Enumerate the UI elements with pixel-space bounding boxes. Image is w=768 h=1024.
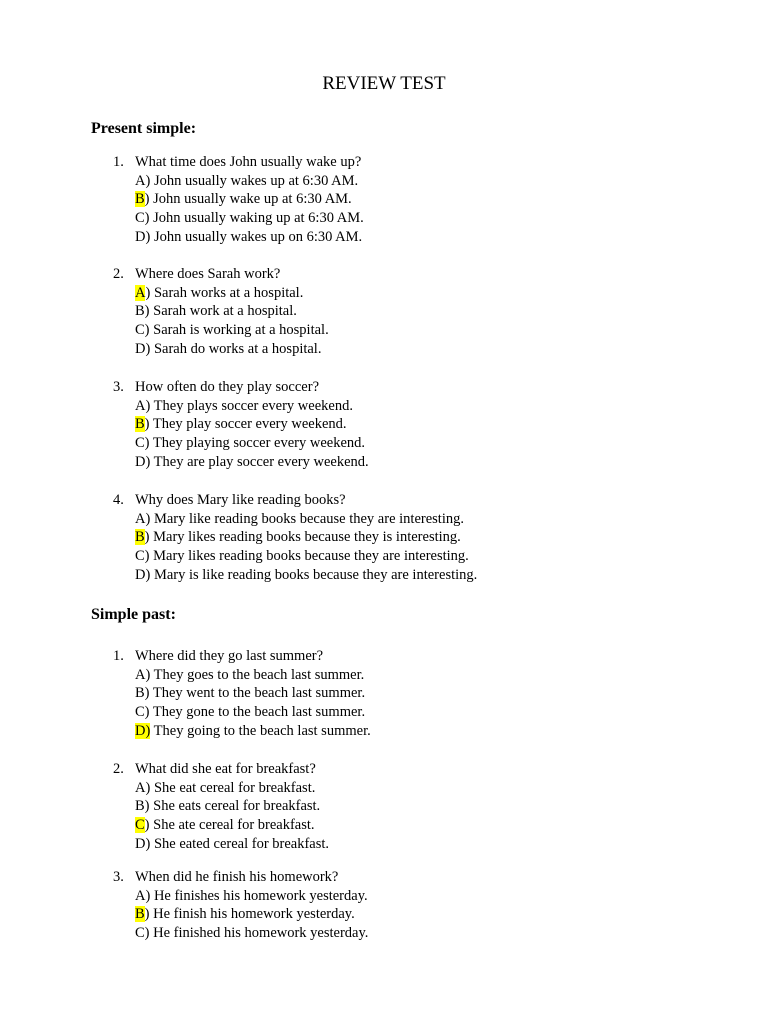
question-present-2: [113, 265, 733, 359]
answer-option-b: [113, 797, 733, 816]
option-text: ) He finish his homework yesterday.: [144, 906, 355, 923]
question-number: 3.: [113, 869, 124, 885]
answer-option-c: [113, 321, 733, 340]
section-heading-present-simple: Present simple:: [91, 120, 197, 137]
option-text: ) She ate cereal for breakfast.: [144, 817, 315, 834]
question-past-2: [113, 760, 733, 854]
option-letter: A: [135, 510, 146, 527]
option-letter-highlighted: B: [135, 529, 145, 546]
question-number: 1.: [113, 648, 124, 664]
option-text: ) Sarah is working at a hospital.: [144, 322, 329, 339]
option-letter: A: [135, 172, 146, 189]
option-letter: C: [135, 435, 145, 452]
question-number: 2.: [113, 266, 124, 282]
question-present-4: [113, 491, 733, 585]
option-letter: B: [135, 303, 145, 320]
option-letter-highlighted: B: [135, 191, 145, 208]
option-letter: D: [135, 453, 146, 470]
question-number: 2.: [113, 761, 124, 777]
option-letter-highlighted: C: [135, 817, 145, 834]
answer-option-c: [113, 547, 733, 566]
option-text: ) They playing soccer every weekend.: [144, 435, 366, 452]
option-letter: B: [135, 685, 145, 702]
answer-option-b: [113, 415, 733, 434]
answer-option-a: [113, 666, 733, 685]
answer-option-b: [113, 528, 733, 547]
question-text: Why does Mary like reading books?: [135, 492, 346, 508]
option-text: ) Sarah work at a hospital.: [144, 303, 297, 320]
option-text: ) Sarah do works at a hospital.: [145, 340, 322, 357]
option-text: ) They are play soccer every weekend.: [145, 453, 369, 470]
answer-option-a: [113, 284, 733, 303]
question-number: 4.: [113, 492, 124, 508]
option-text: ) John usually wakes up at 6:30 AM.: [145, 172, 359, 189]
option-letter: D: [135, 340, 146, 357]
option-letter: C: [135, 210, 145, 227]
option-text: ) They gone to the beach last summer.: [144, 704, 366, 721]
option-text: ) She eat cereal for breakfast.: [145, 779, 316, 796]
option-text: ) Mary is like reading books because they are interesting.: [145, 566, 478, 583]
answer-option-a: [113, 397, 733, 416]
question-text: What did she eat for breakfast?: [135, 761, 316, 777]
option-text: ) They went to the beach last summer.: [144, 685, 366, 702]
option-letter-highlighted: D): [135, 722, 151, 739]
question-text: What time does John usually wake up?: [135, 154, 362, 170]
option-letter: B: [135, 798, 145, 815]
option-text: ) They goes to the beach last summer.: [145, 666, 365, 683]
question-text: When did he finish his homework?: [135, 869, 339, 885]
question-number: 3.: [113, 379, 124, 395]
question-text: Where did they go last summer?: [135, 648, 324, 664]
answer-option-c: [113, 924, 733, 943]
option-letter: C: [135, 548, 145, 565]
option-letter-highlighted: B: [135, 416, 145, 433]
option-letter: C: [135, 704, 145, 721]
option-letter: C: [135, 925, 145, 942]
option-text: ) She eated cereal for breakfast.: [145, 835, 330, 852]
question-past-1: [113, 647, 733, 741]
answer-option-d: [113, 722, 733, 741]
option-text: ) He finished his homework yesterday.: [144, 925, 369, 942]
answer-option-a: [113, 887, 733, 906]
answer-option-a: [113, 172, 733, 191]
option-letter: A: [135, 397, 146, 414]
answer-option-d: [113, 228, 733, 247]
answer-option-d: [113, 566, 733, 585]
option-text: ) Mary likes reading books because they is interesting.: [144, 529, 461, 546]
question-number: 1.: [113, 154, 124, 170]
option-letter: D: [135, 835, 146, 852]
option-text: ) Sarah works at a hospital.: [145, 284, 304, 301]
answer-option-c: [113, 816, 733, 835]
answer-option-c: [113, 703, 733, 722]
answer-option-c: [113, 209, 733, 228]
question-text: How often do they play soccer?: [135, 379, 320, 395]
question-present-1: [113, 153, 733, 247]
option-letter: A: [135, 666, 146, 683]
answer-option-a: [113, 779, 733, 798]
option-letter-highlighted: A: [135, 284, 146, 301]
question-text: Where does Sarah work?: [135, 266, 281, 282]
section-heading-simple-past: Simple past:: [91, 606, 176, 623]
answer-option-a: [113, 510, 733, 529]
option-text: ) Mary like reading books because they are interesting.: [145, 510, 464, 527]
option-text: ) She eats cereal for breakfast.: [144, 798, 321, 815]
option-letter: D: [135, 566, 146, 583]
answer-option-b: [113, 302, 733, 321]
question-present-3: [113, 378, 733, 472]
option-letter: A: [135, 887, 146, 904]
option-text: ) They play soccer every weekend.: [144, 416, 347, 433]
option-letter: A: [135, 779, 146, 796]
answer-option-b: [113, 684, 733, 703]
option-text: ) Mary likes reading books because they are interesting.: [144, 548, 469, 565]
page-title: REVIEW TEST: [322, 73, 446, 94]
answer-option-c: [113, 434, 733, 453]
option-letter-highlighted: B: [135, 906, 145, 923]
question-past-3: [113, 868, 733, 943]
option-letter: D: [135, 228, 146, 245]
answer-option-d: [113, 340, 733, 359]
option-letter: C: [135, 322, 145, 339]
answer-option-d: [113, 835, 733, 854]
answer-option-d: [113, 453, 733, 472]
answer-option-b: [113, 905, 733, 924]
option-text: ) John usually wake up at 6:30 AM.: [144, 191, 352, 208]
option-text: ) John usually waking up at 6:30 AM.: [144, 210, 364, 227]
option-text: ) John usually wakes up on 6:30 AM.: [145, 228, 363, 245]
option-text: ) He finishes his homework yesterday.: [145, 887, 368, 904]
answer-option-b: [113, 190, 733, 209]
option-text: They going to the beach last summer.: [150, 722, 371, 739]
option-text: ) They plays soccer every weekend.: [145, 397, 353, 414]
